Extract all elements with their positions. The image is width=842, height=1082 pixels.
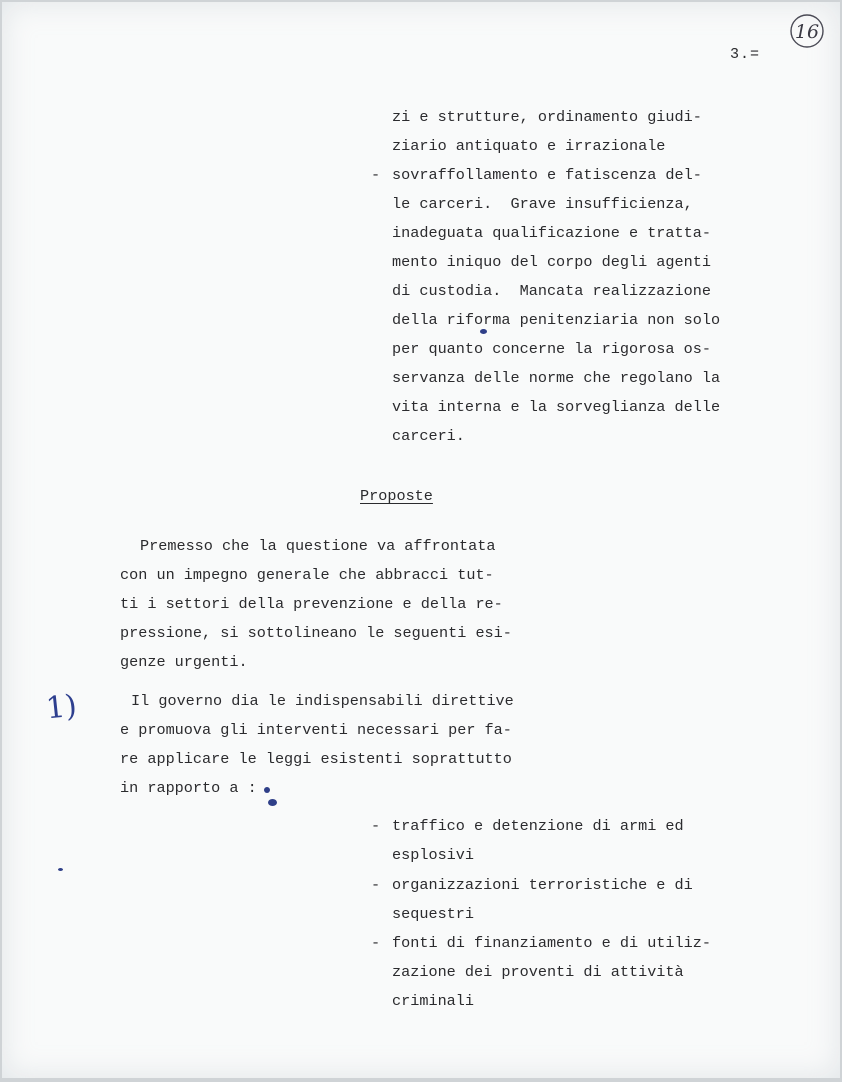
handwritten-page-number — [788, 12, 826, 50]
list-item-line: esplosivi — [392, 846, 475, 864]
ink-smudge — [268, 799, 277, 806]
text-line: pressione, si sottolineano le seguenti esi- — [120, 624, 512, 642]
list-item-line: criminali — [392, 992, 475, 1010]
text-line: vita interna e la sorveglianza delle — [392, 398, 721, 416]
list-dash: - — [371, 934, 381, 952]
list-dash: - — [371, 817, 381, 835]
text-line: ti i settori della prevenzione e della re- — [120, 595, 503, 613]
list-item-line: sequestri — [392, 905, 475, 923]
text-line: di custodia. Mancata realizzazione — [392, 282, 711, 300]
text-line: in rapporto a : — [120, 779, 257, 797]
text-line: della riforma penitenziaria non solo — [392, 311, 721, 329]
text-line: carceri. — [392, 427, 465, 445]
list-item-line: organizzazioni terroristiche e di — [392, 876, 693, 894]
list-dash: - — [371, 166, 381, 184]
text-line: mento iniquo del corpo degli agenti — [392, 253, 711, 271]
ink-smudge — [480, 329, 487, 334]
text-line: servanza delle norme che regolano la — [392, 369, 721, 387]
list-item-line: traffico e detenzione di armi ed — [392, 817, 684, 835]
text-line: Il governo dia le indispensabili direttive — [131, 692, 514, 710]
text-line: con un impegno generale che abbracci tut- — [120, 566, 494, 584]
text-line: e promuova gli interventi necessari per fa- — [120, 721, 512, 739]
list-dash: - — [371, 876, 381, 894]
document-page — [2, 2, 840, 1078]
page-number: 3.= — [730, 46, 761, 63]
ink-speck — [58, 868, 63, 871]
text-line: Premesso che la questione va affrontata — [140, 537, 496, 555]
section-heading: Proposte — [360, 487, 433, 505]
list-item-line: fonti di finanziamento e di utiliz- — [392, 934, 711, 952]
text-line: zi e strutture, ordinamento giudi- — [392, 108, 702, 126]
text-line: per quanto concerne la rigorosa os- — [392, 340, 711, 358]
ink-dot — [264, 787, 270, 793]
text-line: inadeguata qualificazione e tratta- — [392, 224, 711, 242]
handwritten-margin-mark: 1) — [44, 688, 79, 727]
text-line: re applicare le leggi esistenti soprattutto — [120, 750, 512, 768]
text-line: genze urgenti. — [120, 653, 248, 671]
corner-mark-text: 16 — [794, 21, 820, 43]
text-line: sovraffollamento e fatiscenza del- — [392, 166, 702, 184]
text-line: le carceri. Grave insufficienza, — [392, 195, 693, 213]
text-line: ziario antiquato e irrazionale — [392, 137, 666, 155]
list-item-line: zazione dei proventi di attività — [392, 963, 684, 981]
